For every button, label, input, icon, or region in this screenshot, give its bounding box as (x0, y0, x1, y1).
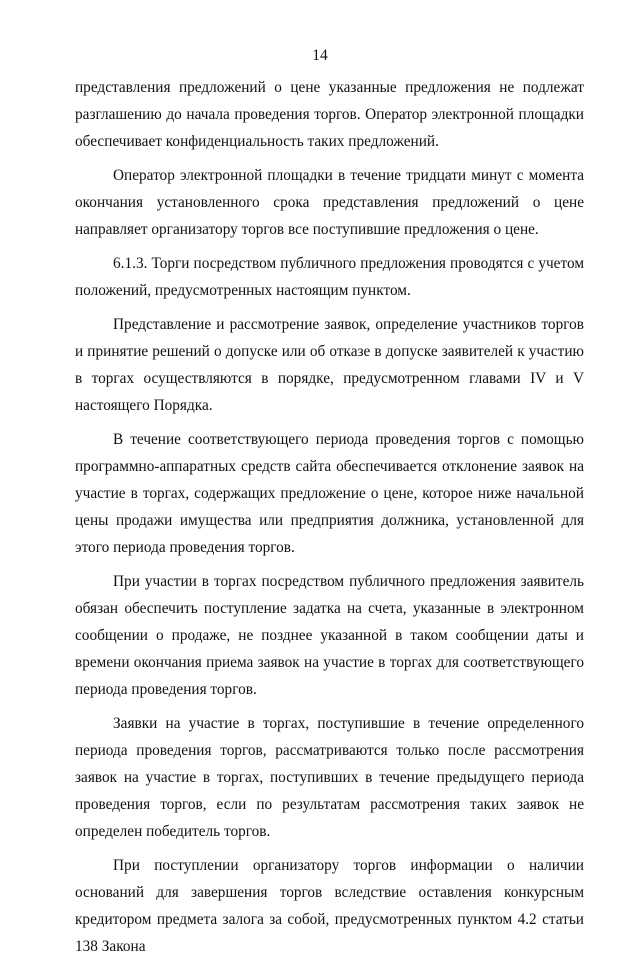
paragraph-operator-sends-offers: Оператор электронной площадки в течение тридцати минут с момента окончания установленного срока представления предложений о цене направляет организатору торгов все поступившие предложения о цене. (75, 167, 584, 238)
paragraph-6-1-3-heading: 6.1.3. Торги посредством публичного предложения проводятся с учетом положений, предусмотренных настоящим пунктом. (75, 255, 584, 299)
paragraph-continuation: представления предложений о цене указанные предложения не подлежат разглашению до начала проведения торгов. Оператор электронной площадки обеспечивает конфиденциальность таких предложений. (75, 79, 584, 150)
document-body (75, 74, 584, 967)
paragraph-deposit-obligation: При участии в торгах посредством публичного предложения заявитель обязан обеспечить поступление задатка на счета, указанные в электронном сообщении о продаже, не позднее указанной в таком сообщении даты и времени окончания приема заявок на участие в торгах для соответствующего периода проведения торгов. (75, 573, 584, 698)
paragraph-applications-review: Представление и рассмотрение заявок, определение участников торгов и принятие решений о допуске или об отказе в допуске заявителей к участию в торгах осуществляются в порядке, предусмотренном главами IV и V настоящего Порядка. (75, 316, 584, 414)
page-number: 14 (312, 47, 328, 64)
paragraph-completion-grounds: При поступлении организатору торгов информации о наличии оснований для завершения торгов вследствие оставления конкурсным кредитором предмета залога за собой, предусмотренных пунктом 4.2 статьи 138 Закона (75, 857, 584, 955)
paragraph-rejection-of-bids: В течение соответствующего периода проведения торгов с помощью программно-аппаратных средств сайта обеспечивается отклонение заявок на участие в торгах, содержащих предложение о цене, которое ниже начальной цены продажи имущества или предприятия должника, установленной для этого периода проведения торгов. (75, 431, 584, 556)
paragraph-application-consideration: Заявки на участие в торгах, поступившие в течение определенного периода проведения торгов, рассматриваются только после рассмотрения заявок на участие в торгах, поступивших в течение предыдущего периода проведения торгов, если по результатам рассмотрения таких заявок не определен победитель торгов. (75, 715, 584, 840)
